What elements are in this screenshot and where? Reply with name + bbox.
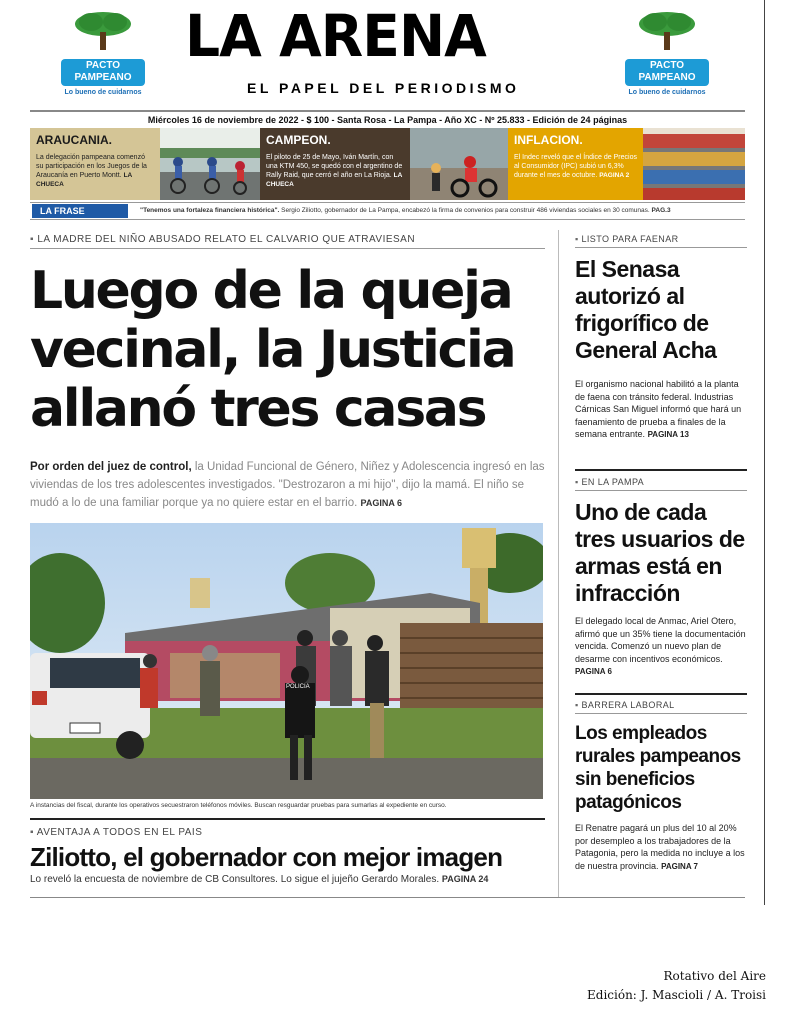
- cyclists-photo: [160, 128, 260, 200]
- sidebar-story-senasa: [575, 234, 747, 442]
- la-frase-body: Sergio Ziliotto, gobernador de La Pampa, encabezó la firma de convenios para construir 486 viviendas sociales en 30 comunas.: [281, 207, 650, 214]
- main-lead: [30, 458, 545, 512]
- teaser-campeon[interactable]: [260, 128, 410, 200]
- sidebar-headline[interactable]: Uno de cada tres usuarios de armas está en infracción: [575, 499, 745, 606]
- credits-line1: Rotativo del Aire: [663, 969, 766, 983]
- credits-line2: Edición: J. Mascioli / A. Troisi: [587, 988, 766, 1002]
- logo-tagline: Lo bueno de cuidarnos: [64, 89, 142, 96]
- supermarket-shelves-photo: [643, 128, 745, 200]
- teaser-body: El piloto de 25 de Mayo, Iván Martín, con una KTM 450, se quedó con el argentino de Rally Raid, que cerró el año en La Rioja. LA CHUECA: [266, 154, 403, 188]
- la-frase-ref: PAG.3: [651, 207, 671, 214]
- police-raid-photo: [30, 523, 543, 799]
- sidebar-separator: [575, 469, 747, 471]
- teaser-heading: CAMPEON.: [266, 133, 331, 147]
- bottom-rule: [30, 897, 745, 898]
- secondary-headline[interactable]: Ziliotto, el gobernador con mejor imagen: [30, 842, 503, 872]
- teaser-body: El Indec reveló que el Índice de Precios al Consumidor (IPC) subió un 6,3% durante el mes de octubre. PAGINA 2: [514, 154, 637, 179]
- la-frase-text: [140, 203, 745, 219]
- teaser-araucania[interactable]: [30, 128, 160, 200]
- sidebar-body: El Renatre pagará un plus del 10 al 20% por desempleo a los trabajadores de la Patagonia, pero la medida no incluye a los de nuestra provincia. PAGINA 7: [575, 823, 745, 871]
- secondary-lead-text: Lo reveló la encuesta de noviembre de CB Consultores. Lo sigue el jujeño Gerardo Morales.: [30, 874, 440, 885]
- pacto-pampeano-badge: [61, 59, 145, 86]
- teaser-ref: LA CHUECA: [36, 172, 132, 188]
- pacto-pampeano-logo-left: [58, 8, 148, 96]
- sidebar-body: El delegado local de Anmac, Ariel Otero, afirmó que un 35% tiene la documentación vencida. Comenzó un nuevo plan de desarme con incentivos económicos. PAGINA 6: [575, 616, 746, 676]
- pacto-pampeano-logo-right: [622, 8, 712, 96]
- page-edge: [764, 0, 765, 905]
- main-lead-ref: PAGINA 6: [360, 498, 403, 508]
- secondary-story-kicker: ▪ AVENTAJA A TODOS EN EL PAIS: [30, 818, 545, 838]
- tree-icon: [635, 8, 699, 52]
- secondary-lead: [30, 874, 550, 885]
- edition-credits: [587, 967, 766, 1005]
- main-story-kicker: ▪ LA MADRE DEL NIÑO ABUSADO RELATO EL CALVARIO QUE ATRAVIESAN: [30, 234, 545, 249]
- teaser-photo-cyclists: [160, 128, 260, 200]
- la-frase-quote: "Tenemos una fortaleza financiera histórica".: [140, 207, 280, 214]
- teaser-photo-supermarket: [643, 128, 745, 200]
- sidebar-body: El organismo nacional habilitó a la planta de faena con tránsito federal. Industrias Cárnicas San Miguel informó que hará un faenamiento de prueba a finales de la semana entrante. PAGINA 13: [575, 379, 742, 439]
- main-headline-line: Luego de la queja: [30, 261, 512, 321]
- pacto-pampeano-badge: [625, 59, 709, 86]
- masthead-brand: [185, 0, 605, 100]
- main-lead-bold: Por orden del juez de control,: [30, 461, 192, 473]
- teaser-inflacion[interactable]: [508, 128, 643, 200]
- teaser-strip: [30, 128, 745, 200]
- tree-icon: [71, 8, 135, 52]
- column-divider: [558, 230, 559, 897]
- la-frase-label: LA FRASE: [32, 204, 128, 218]
- main-lead-text: la Unidad Funcional de Género, Niñez y Adolescencia ingresó en las viviendas de los tres adolescentes investigados. "Destrozaron a mi hijo", dijo la mamá. El niño se mudó a lo de una familiar porque ya no quiere estar en el barrio.: [30, 461, 545, 509]
- sidebar-story-empleados: [575, 700, 747, 873]
- newspaper-title: LA ARENA: [185, 2, 486, 70]
- sidebar-headline[interactable]: Los empleados rurales pampeanos sin beneficios patagónicos: [575, 723, 741, 813]
- logo-tagline: Lo bueno de cuidarnos: [628, 89, 706, 96]
- sidebar-ref: PAGINA 7: [661, 861, 698, 871]
- teaser-heading: ARAUCANIA.: [36, 133, 112, 147]
- logo-line1: PACTO: [85, 60, 121, 71]
- secondary-lead-ref: PAGINA 24: [441, 874, 489, 884]
- dateline-date: Miércoles 16 de noviembre de 2022 -: [147, 115, 304, 125]
- sidebar-kicker: ▪ EN LA PAMPA: [575, 477, 747, 491]
- dateline: [30, 110, 745, 129]
- logo-line2: PAMPEANO: [638, 72, 696, 83]
- logo-line2: PAMPEANO: [74, 72, 132, 83]
- newspaper-subtitle: EL PAPEL DEL PERIODISMO: [247, 80, 520, 96]
- dateline-details: - Santa Rosa - La Pampa - Año XC - Nº 25.833 - Edición de 24 páginas: [331, 115, 628, 125]
- sidebar-kicker: ▪ BARRERA LABORAL: [575, 700, 747, 714]
- teaser-ref: PAGINA 2: [599, 172, 630, 179]
- teaser-ref: LA CHUECA: [266, 172, 403, 188]
- photo-caption: A instancias del fiscal, durante los operativos secuestraron teléfonos móviles. Buscan resguardar pruebas para sumarlas al expediente en curso.: [30, 802, 447, 809]
- sidebar-separator: [575, 693, 747, 695]
- sidebar-kicker: ▪ LISTO PARA FAENAR: [575, 234, 747, 248]
- main-headline-line: vecinal, la Justicia: [30, 320, 515, 380]
- main-headline[interactable]: [30, 262, 550, 439]
- sidebar-ref: PAGINA 13: [647, 430, 689, 439]
- main-story-photo: [30, 523, 543, 799]
- sidebar-ref: PAGINA 6: [575, 667, 612, 676]
- teaser-body: La delegación pampeana comenzó su participación en los Juegos de la Araucanía en Puerto Montt. LA CHUECA: [36, 154, 147, 188]
- motorbike-photo: [410, 128, 508, 200]
- main-headline-line: allanó tres casas: [30, 379, 486, 439]
- teaser-photo-motorbike: [410, 128, 508, 200]
- police-vest-text: POLICIA: [286, 684, 310, 690]
- teaser-heading: INFLACION.: [514, 133, 583, 147]
- sidebar-story-armas: [575, 477, 747, 679]
- dateline-price: $ 100: [306, 115, 330, 125]
- logo-line1: PACTO: [649, 60, 685, 71]
- la-frase-bar: [30, 202, 745, 220]
- sidebar-headline[interactable]: El Senasa autorizó al frigorífico de General Acha: [575, 256, 717, 363]
